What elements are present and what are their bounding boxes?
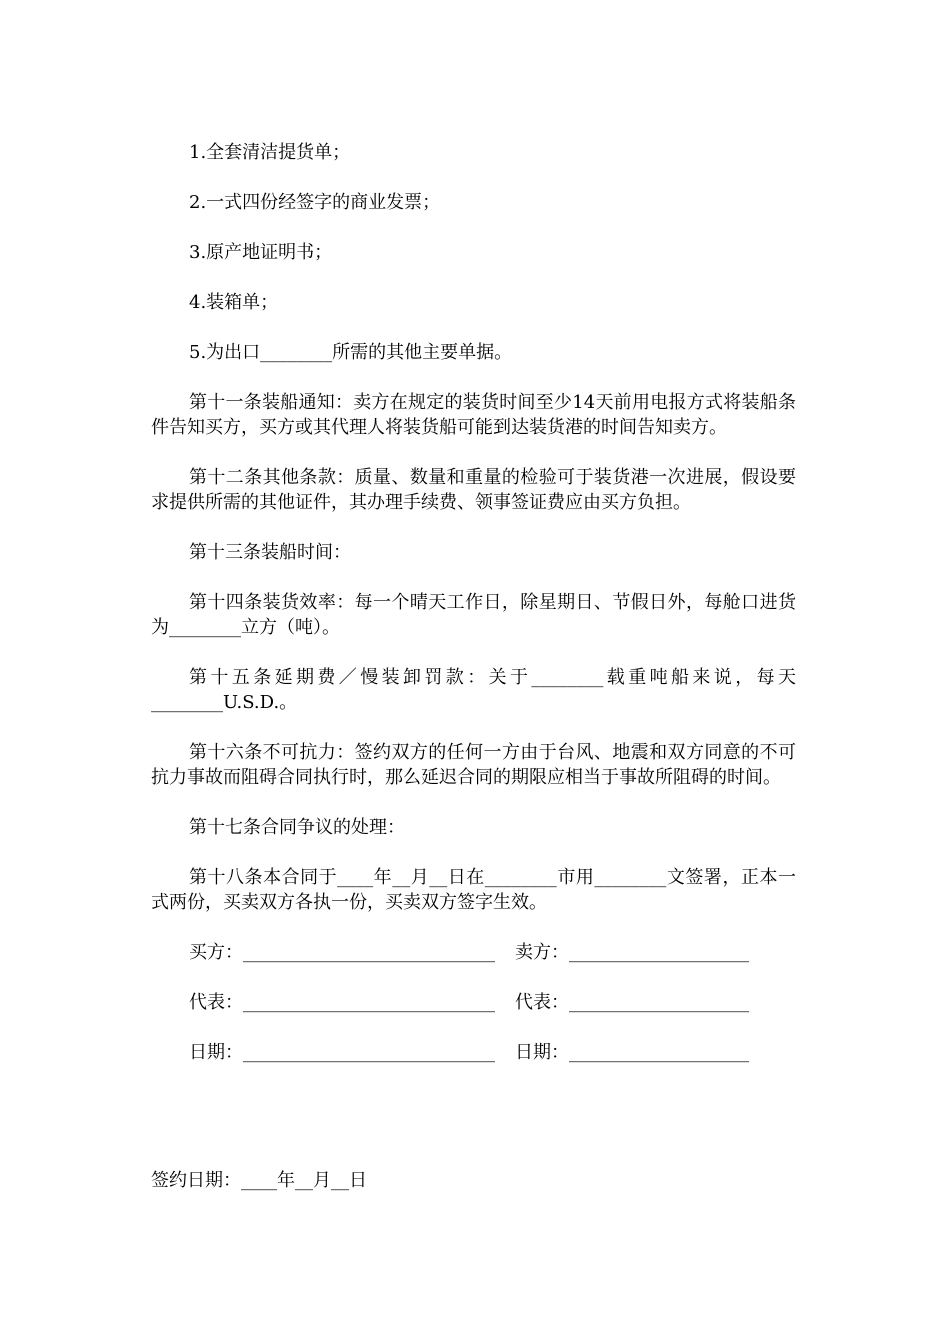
clause-15-demurrage: 第十五条延期费／慢装卸罚款：关于________载重吨船来说，每天________U.S.D.。 xyxy=(151,667,796,713)
clause-16-force-majeure: 第十六条不可抗力：签约双方的任何一方由于台风、地震和双方同意的不可抗力事故而阻碍合同执行时，那么延迟合同的期限应相当于事故所阻碍的时间。 xyxy=(151,742,796,788)
seller-date-field: 日期：____________________ xyxy=(515,1042,749,1063)
clause-11-shipping-notice: 第十一条装船通知：卖方在规定的装货时间至少14天前用电报方式将装船条件告知买方，买方或其代理人将装货船可能到达装货港的时间告知卖方。 xyxy=(151,392,796,438)
clause-14-loading-efficiency: 第十四条装货效率：每一个晴天工作日，除星期日、节假日外，每舱口进货为________立方（吨）。 xyxy=(151,592,796,638)
clause-12-other-terms: 第十二条其他条款：质量、数量和重量的检验可于装货港一次进展，假设要求提供所需的其他证件，其办理手续费、领事签证费应由买方负担。 xyxy=(151,467,796,513)
document-item-2: 2.一式四份经签字的商业发票； xyxy=(189,192,441,213)
signature-row-party xyxy=(151,940,796,965)
document-item-5: 5.为出口________所需的其他主要单据。 xyxy=(189,342,513,363)
buyer-signature-field: 买方：____________________________ xyxy=(189,942,495,963)
clause-17-dispute: 第十七条合同争议的处理： xyxy=(189,817,405,838)
document-item-3: 3.原产地证明书； xyxy=(189,242,333,263)
document-item-4: 4.装箱单； xyxy=(189,292,279,313)
document-item-1: 1.全套清洁提货单； xyxy=(189,142,351,163)
signature-row-date xyxy=(151,1040,796,1065)
signature-row-representative xyxy=(151,990,796,1015)
clause-13-shipping-time: 第十三条装船时间： xyxy=(189,542,351,563)
seller-representative-field: 代表：____________________ xyxy=(515,992,749,1013)
contract-page xyxy=(151,140,796,1090)
seller-signature-field: 卖方：____________________ xyxy=(515,942,749,963)
buyer-representative-field: 代表：____________________________ xyxy=(189,992,495,1013)
buyer-date-field: 日期：____________________________ xyxy=(189,1042,495,1063)
clause-18-signing: 第十八条本合同于____年__月__日在________市用________文签署，正本一式两份，买卖双方各执一份，买卖双方签字生效。 xyxy=(151,867,796,913)
signing-date: 签约日期：____年__月__日 xyxy=(151,1170,367,1191)
